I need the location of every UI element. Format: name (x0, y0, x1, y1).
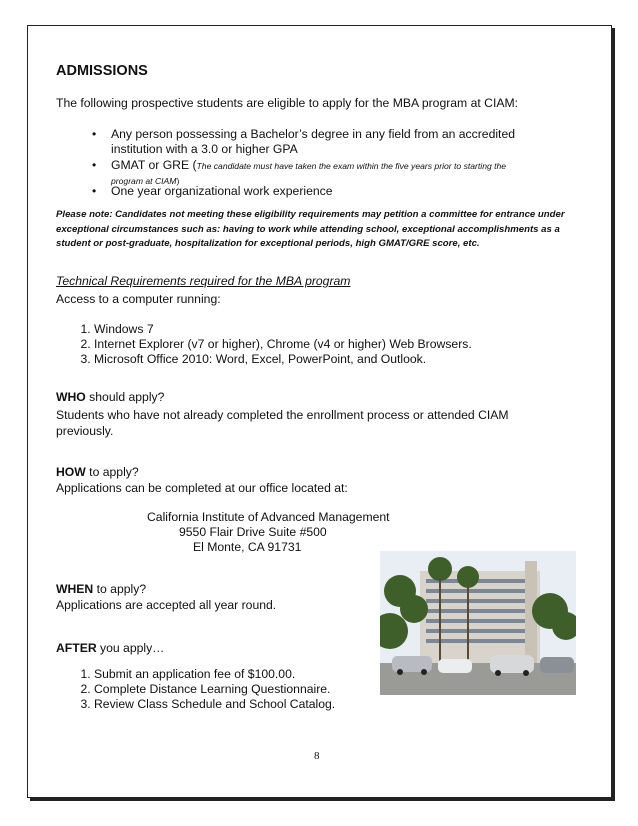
who-line-1: Students who have not already completed the enrollment process or attended CIAM (56, 408, 509, 422)
campus-building-photo (380, 551, 576, 695)
how-heading (56, 465, 139, 479)
list-item: 3. Microsoft Office 2010: Word, Excel, PowerPoint, and Outlook. (94, 352, 472, 367)
list-item: 1. Windows 7 (94, 322, 472, 337)
eligibility-item-1-line-2: institution with a 3.0 or higher GPA (111, 142, 298, 156)
when-line-1: Applications are accepted all year round. (56, 598, 277, 612)
list-item: 2. Internet Explorer (v7 or higher), Chrome (v4 or higher) Web Browsers. (94, 337, 472, 352)
who-rest: should apply? (85, 390, 165, 404)
tech-intro: Access to a computer running: (56, 292, 221, 306)
address-line-2: 9550 Flair Drive Suite #500 (179, 525, 327, 539)
exam-note: The candidate must have taken the exam within the five years prior to starting the (196, 161, 507, 171)
after-steps-list (56, 667, 335, 711)
bullet-icon: • (92, 158, 97, 172)
eligibility-item-1-line-1: Any person possessing a Bachelor’s degree in any field from an accredited (111, 127, 516, 141)
after-heading (56, 641, 164, 655)
who-heading (56, 390, 164, 404)
when-bold: WHEN (56, 582, 94, 596)
list-item: 2. Complete Distance Learning Questionnaire. (94, 682, 335, 697)
address-line-1: California Institute of Advanced Management (147, 510, 390, 524)
page-title: ADMISSIONS (56, 63, 148, 79)
tech-requirements-list (56, 322, 472, 366)
who-bold: WHO (56, 390, 86, 404)
when-rest: to apply? (93, 582, 147, 596)
building-illustration (380, 551, 576, 695)
how-bold: HOW (56, 465, 86, 479)
eligibility-item-2 (111, 158, 506, 172)
exam-note-line-2: program at CIAM (111, 176, 177, 186)
who-line-2: previously. (56, 424, 114, 438)
closing-paren: ) (176, 176, 180, 186)
after-bold: AFTER (56, 641, 97, 655)
how-rest: to apply? (85, 465, 139, 479)
how-line-1: Applications can be completed at our office located at: (56, 481, 348, 495)
address-line-3: El Monte, CA 91731 (193, 540, 302, 554)
intro-text: The following prospective students are eligible to apply for the MBA program at CIAM: (56, 96, 518, 110)
list-item: 3. Review Class Schedule and School Catalog. (94, 697, 335, 712)
tech-requirements-title: Technical Requirements required for the MBA program (56, 274, 351, 288)
eligibility-item-3: One year organizational work experience (111, 184, 333, 198)
list-item: 1. Submit an application fee of $100.00. (94, 667, 335, 682)
eligibility-note: Please note: Candidates not meeting these eligibility requirements may petition a committee for entrance under exceptional circumstances such as: having to work while attending school, exceptional accomplishments as a student or post-graduate, hospitalization for exceptional periods, high GMAT/GRE score, etc. (56, 209, 565, 249)
page-number: 8 (314, 750, 320, 762)
gmat-gre-label: GMAT or GRE ( (111, 158, 197, 172)
bullet-icon: • (92, 127, 97, 141)
when-heading (56, 582, 146, 596)
bullet-icon: • (92, 184, 97, 198)
after-rest: you apply… (96, 641, 165, 655)
